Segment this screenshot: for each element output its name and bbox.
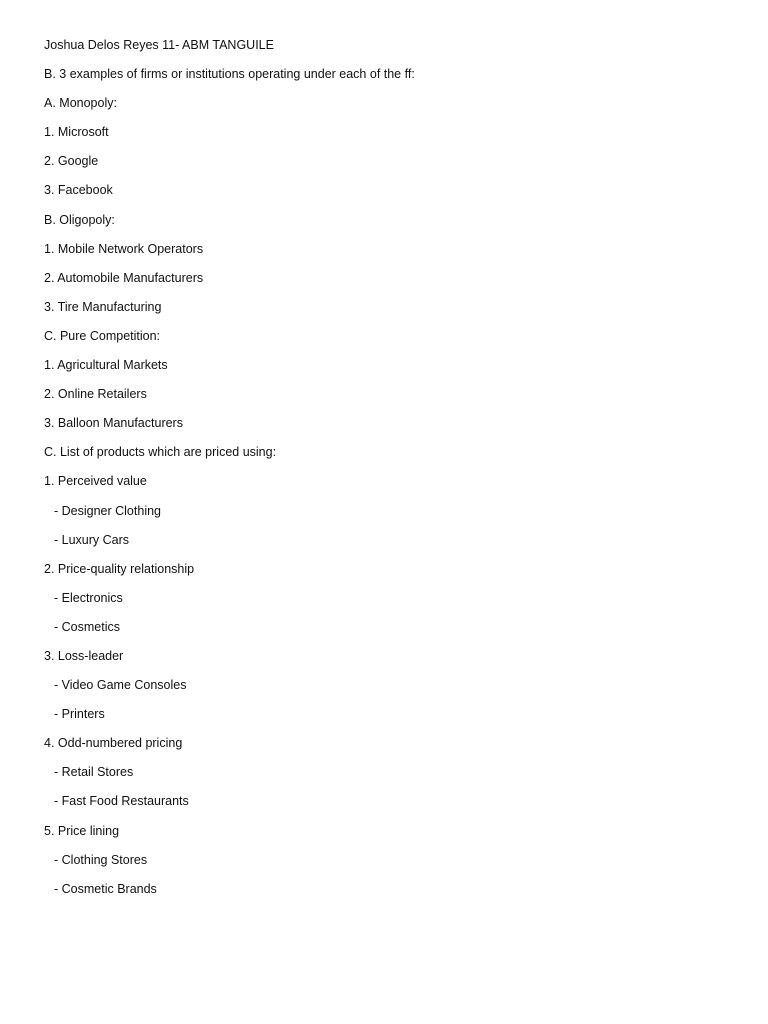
document-header-line: Joshua Delos Reyes 11- ABM TANGUILE: [44, 38, 274, 52]
document-text-line: 2. Automobile Manufacturers: [44, 270, 204, 285]
document-text-line: - Cosmetics: [54, 619, 120, 634]
document-text-line: 1. Mobile Network Operators: [44, 241, 204, 256]
document-text-line: - Designer Clothing: [54, 503, 161, 518]
document-text-line: 3. Loss-leader: [44, 648, 124, 663]
document-text-line: 5. Price lining: [44, 823, 120, 838]
document-text-line: A. Monopoly:: [44, 96, 117, 111]
document-text-line: 3. Facebook: [44, 183, 113, 198]
document-text-line: 1. Agricultural Markets: [44, 358, 168, 373]
document-text-line: 1. Perceived value: [44, 474, 147, 489]
document-text-line: C. List of products which are priced using:: [44, 445, 277, 460]
document-text-line: 1. Microsoft: [44, 125, 109, 140]
document-text-line: 3. Balloon Manufacturers: [44, 416, 183, 431]
document-text-line: 3. Tire Manufacturing: [44, 299, 162, 314]
document-text-line: - Video Game Consoles: [54, 678, 187, 693]
document-text-line: - Luxury Cars: [54, 532, 130, 547]
document-text-line: - Cosmetic Brands: [54, 881, 157, 896]
document-text-line: B. Oligopoly:: [44, 212, 115, 227]
document-text-line: - Clothing Stores: [54, 852, 148, 867]
document-body: [44, 36, 728, 909]
document-text-line: C. Pure Competition:: [44, 328, 161, 343]
document-text-line: - Electronics: [54, 590, 123, 605]
document-text-line: - Retail Stores: [54, 765, 134, 780]
document-text-line: 4. Odd-numbered pricing: [44, 736, 183, 751]
document-text-line: 2. Google: [44, 154, 99, 169]
document-text-line: - Fast Food Restaurants: [54, 794, 189, 809]
document-text-line: 2. Price-quality relationship: [44, 561, 195, 576]
document-text-line: - Printers: [54, 707, 105, 722]
document-text-line: 2. Online Retailers: [44, 387, 147, 402]
document-text-line: B. 3 examples of firms or institutions operating under each of the ff:: [44, 67, 415, 82]
